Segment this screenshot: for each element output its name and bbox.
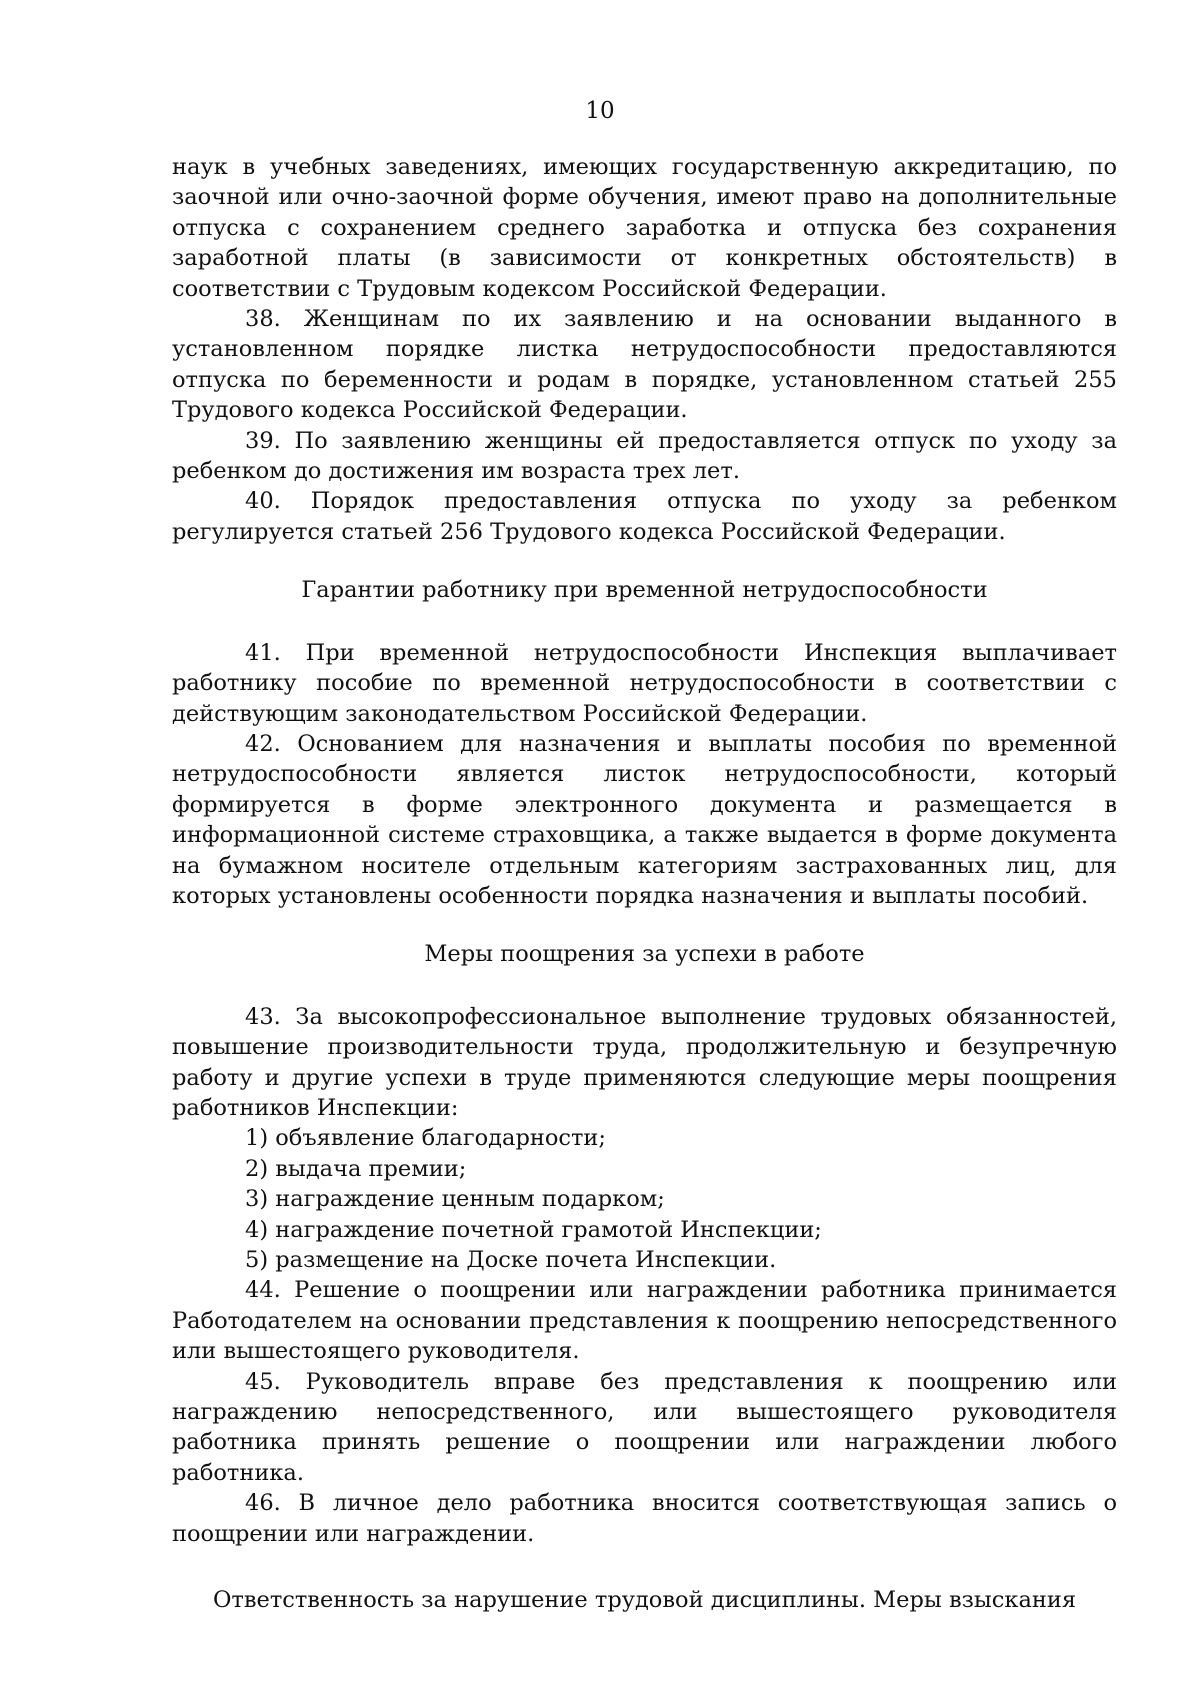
paragraph-46: 46. В личное дело работника вносится соответствующая запись о поощрении или награждении.: [172, 1490, 1117, 1547]
paragraph-45: 45. Руководитель вправе без представления к поощрению или награждению непосредственного, или вышестоящего руководителя работника принять решение о поощрении или награждении любого работника.: [172, 1368, 1117, 1486]
paragraph-41: 41. При временной нетрудоспособности Инспекция выплачивает работнику пособие по временной нетрудоспособности в соответствии с действующим законодательством Российской Федерации.: [172, 639, 1117, 727]
list-item: 3) награждение ценным подарком;: [245, 1186, 665, 1213]
list-item: 1) объявление благодарности;: [245, 1125, 607, 1152]
section-heading-discipline: Ответственность за нарушение трудовой дисциплины. Меры взыскания: [212, 1587, 1077, 1614]
paragraph-42: 42. Основанием для назначения и выплаты пособия по временной нетрудоспособности является листок нетрудоспособности, который формируется в форме электронного документа и размещается в информационной системе страховщика, а также выдается в форме документа на бумажном носителе отдельным категориям застрахованных лиц, для которых установлены особенности порядка назначения и выплаты пособий.: [172, 730, 1117, 909]
paragraph-40: 40. Порядок предоставления отпуска по уходу за ребенком регулируется статьей 256 Трудового кодекса Российской Федерации.: [172, 488, 1117, 545]
paragraph-38: 38. Женщинам по их заявлению и на основании выданного в установленном порядке листка нетрудоспособности предоставляются отпуска по беременности и родам в порядке, установленном статьей 255 Трудового кодекса Российской Федерации.: [172, 306, 1117, 424]
paragraph-44: 44. Решение о поощрении или награждении работника принимается Работодателем на основании представления к поощрению непосредственного или вышестоящего руководителя.: [172, 1277, 1117, 1365]
section-heading-sick-leave: Гарантии работнику при временной нетрудоспособности: [301, 577, 988, 604]
list-item: 5) размещение на Доске почета Инспекции.: [245, 1247, 777, 1273]
paragraph-39: 39. По заявлению женщины ей предоставляется отпуск по уходу за ребенком до достижения им возраста трех лет.: [172, 427, 1117, 485]
list-item: 2) выдача премии;: [245, 1155, 467, 1182]
paragraph-43: 43. За высокопрофессиональное выполнение трудовых обязанностей, повышение производительности труда, продолжительную и безупречную работу и другие успехи в труде применяются следующие меры поощрения работников Инспекции:: [172, 1003, 1117, 1121]
page-number: 10: [585, 98, 615, 124]
document-body: [172, 152, 1117, 1615]
paragraph-continuation: наук в учебных заведениях, имеющих государственную аккредитацию, по заочной или очно-заочной форме обучения, имеют право на дополнительные отпуска с сохранением среднего заработка и отпуска без сохранения заработной платы (в зависимости от конкретных обстоятельств) в соответствии с Трудовым кодексом Российской Федерации.: [172, 154, 1117, 302]
section-heading-incentives: Меры поощрения за успехи в работе: [424, 941, 865, 968]
list-item: 4) награждение почетной грамотой Инспекции;: [245, 1216, 822, 1243]
